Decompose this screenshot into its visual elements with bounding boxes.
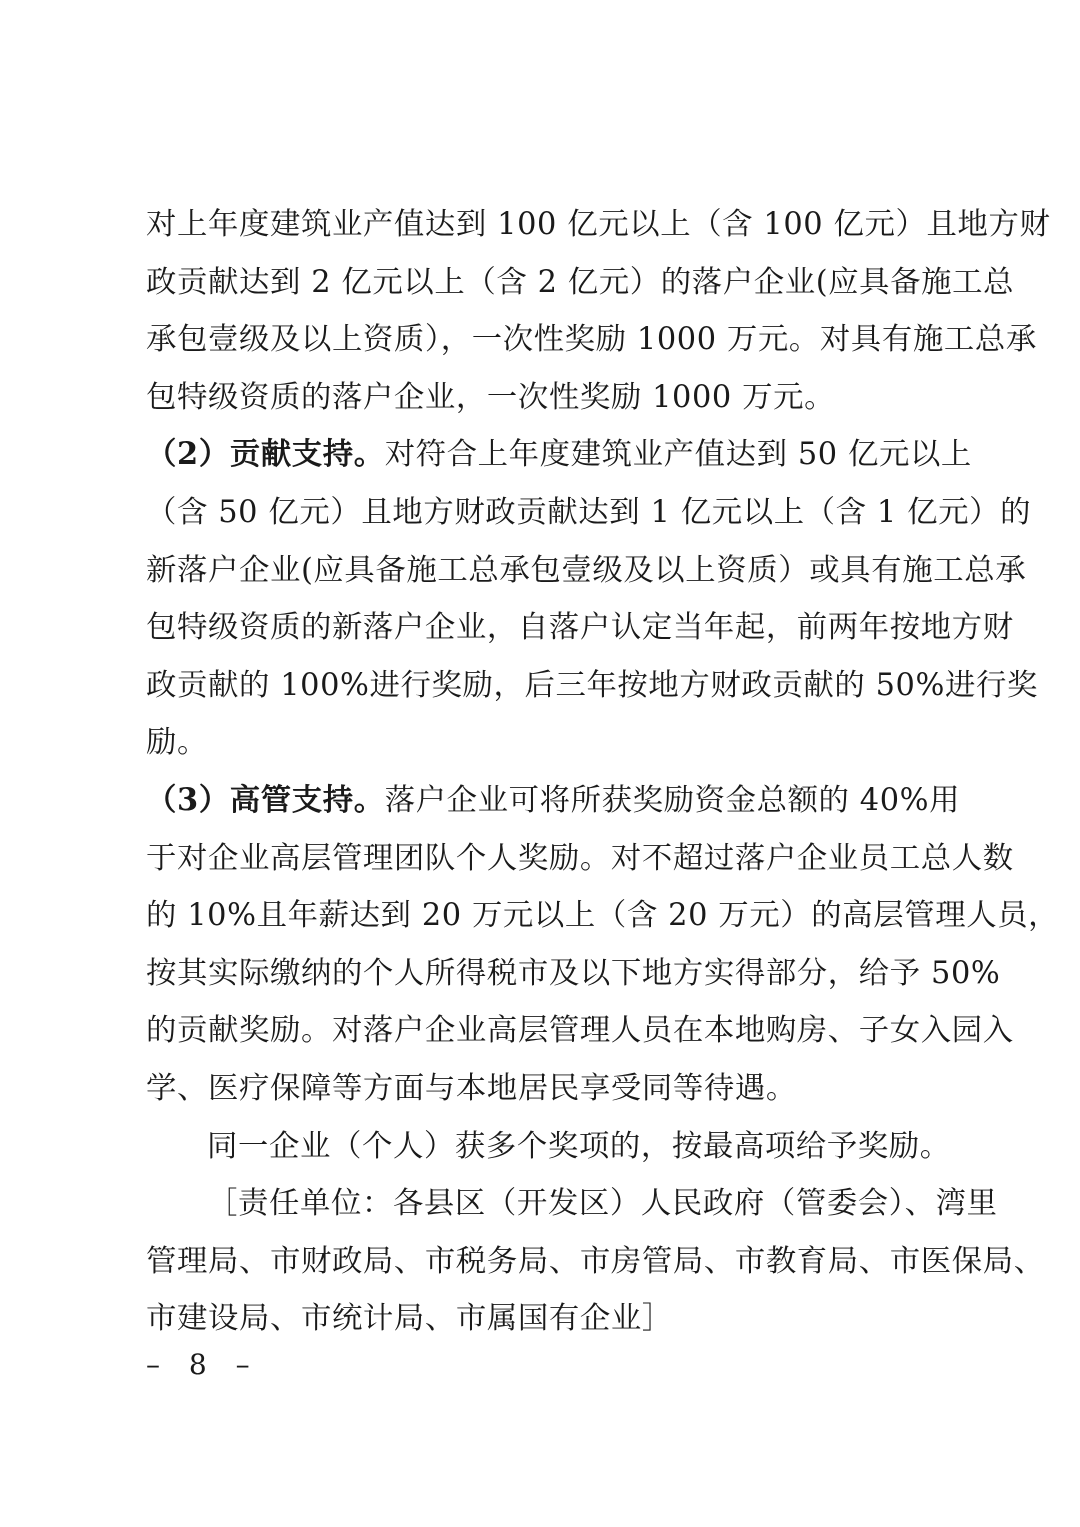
text-line: ［责任单位：各县区（开发区）人民政府（管委会）、湾里 — [207, 1186, 998, 1222]
text-run: 落户企业可将所获奖励资金总额的 40%用 — [384, 782, 961, 818]
text-line: 市建设局、市统计局、市属国有企业］ — [146, 1301, 673, 1337]
text-line: 承包壹级及以上资质），一次性奖励 1000 万元。对具有施工总承 — [146, 322, 1037, 358]
text-run: 对符合上年度建筑业产值达到 50 亿元以上 — [384, 437, 972, 473]
text-line: 新落户企业(应具备施工总承包壹级及以上资质）或具有施工总承 — [146, 552, 1027, 588]
text-line: 于对企业高层管理团队个人奖励。对不超过落户企业员工总人数 — [146, 840, 1014, 876]
text-line: 励。 — [146, 725, 208, 761]
text-line: 学、医疗保障等方面与本地居民享受同等待遇。 — [146, 1070, 797, 1106]
text-line: 管理局、市财政局、市税务局、市房管局、市教育局、市医保局、 — [146, 1243, 1045, 1279]
text-line: 对上年度建筑业产值达到 100 亿元以上（含 100 亿元）且地方财 — [146, 207, 1051, 242]
text-line — [146, 772, 961, 830]
paragraph-construction-award — [146, 196, 1051, 426]
text-line: 政贡献达到 2 亿元以上（含 2 亿元）的落户企业(应具备施工总 — [146, 264, 1015, 300]
paragraph-responsible-units — [146, 1175, 1045, 1348]
section-heading-contribution: （2）贡献支持。 — [146, 436, 385, 473]
text-line: 的贡献奖励。对落户企业高层管理人员在本地购房、子女入园入 — [146, 1013, 1014, 1049]
paragraph-multiple-awards — [146, 1118, 951, 1176]
text-line: 同一企业（个人）获多个奖项的，按最高项给予奖励。 — [207, 1128, 951, 1164]
paragraph-executive-support — [146, 772, 1060, 1118]
text-line: 包特级资质的落户企业，一次性奖励 1000 万元。 — [146, 379, 836, 415]
text-line: 包特级资质的新落户企业，自落户认定当年起，前两年按地方财 — [146, 610, 1014, 646]
text-line: （含 50 亿元）且地方财政贡献达到 1 亿元以上（含 1 亿元）的 — [146, 494, 1032, 530]
page-number: – 8 – — [146, 1348, 260, 1381]
text-line: 的 10%且年薪达到 20 万元以上（含 20 万元）的高层管理人员， — [146, 898, 1060, 934]
section-heading-executive: （3）高管支持。 — [146, 781, 385, 818]
paragraph-contribution-support — [146, 426, 1038, 772]
text-line — [146, 426, 972, 484]
text-line: 政贡献的 100%进行奖励，后三年按地方财政贡献的 50%进行奖 — [146, 667, 1038, 703]
document-body — [146, 196, 1060, 1348]
text-line: 按其实际缴纳的个人所得税市及以下地方实得部分，给予 50% — [146, 955, 1001, 991]
